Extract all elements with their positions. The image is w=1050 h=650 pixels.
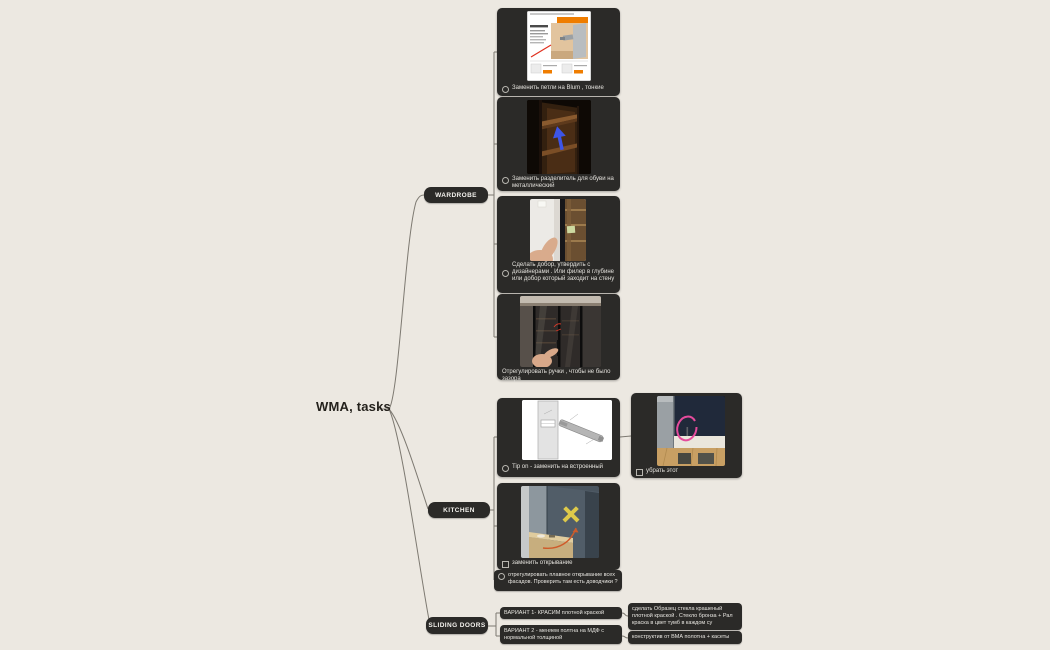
branch-kitchen-label: KITCHEN <box>443 506 475 514</box>
task-caption: заменить открывание <box>512 560 573 566</box>
task-checkbox[interactable] <box>502 177 509 184</box>
task-node-replace-opening[interactable] <box>497 483 620 570</box>
branch-wardrobe[interactable] <box>424 187 488 203</box>
task-node-shoe-divider[interactable] <box>497 97 620 191</box>
task-caption: Заменить петли на Blum , тонкие <box>512 85 604 91</box>
task-caption: отрегулировать плавное открывание всех фасадов. Проверить там есть доводчики ? <box>508 572 618 585</box>
task-node-variant-2[interactable] <box>500 625 622 644</box>
blum-catalog-thumbnail[interactable] <box>527 11 591 81</box>
note-node-variant-1-detail[interactable] <box>628 603 742 630</box>
task-node-filler-board[interactable] <box>497 196 620 293</box>
door-gap-thumbnail[interactable] <box>530 199 586 261</box>
task-caption: Tip on - заменить на встроенный <box>512 464 604 470</box>
glass-doors-thumbnail[interactable] <box>520 296 601 367</box>
task-checkbox[interactable] <box>498 573 505 580</box>
task-node-variant-1[interactable] <box>500 607 622 619</box>
task-node-tip-on[interactable] <box>497 398 620 477</box>
variant-2-label: ВАРИАНТ 2 - меняем полтна на МДФ с нормальной толщиной <box>504 627 605 641</box>
task-caption: Сделать добор, утвердить с дизайнерами . Или филер в глубине или добор который заходит на стену <box>512 262 615 283</box>
root-topic[interactable]: WMA, tasks <box>316 399 391 414</box>
variant-1-note: сделать Образец стекла крашеный плотной краской . Стекло бронза + Рал краска в цвет тумб в каждом су <box>632 606 733 626</box>
tip-on-drawing-thumbnail[interactable] <box>522 400 612 460</box>
task-checkbox[interactable] <box>502 465 509 472</box>
variant-1-label: ВАРИАНТ 1- КРАСИМ плотной краской <box>504 609 605 616</box>
task-checkbox[interactable] <box>636 469 643 476</box>
task-node-soft-close[interactable] <box>494 570 622 591</box>
task-caption: Заменить разделитель для обуви на металлический <box>512 176 614 190</box>
kitchen-tap-thumbnail[interactable] <box>657 396 725 466</box>
task-node-remove-this[interactable] <box>631 393 742 478</box>
note-node-variant-2-detail[interactable] <box>628 631 742 644</box>
task-checkbox[interactable] <box>502 270 509 277</box>
branch-wardrobe-label: WARDROBE <box>435 191 477 199</box>
task-node-blum-hinges[interactable] <box>497 8 620 96</box>
task-caption: убрать этот <box>646 468 679 474</box>
task-node-adjust-handles[interactable] <box>497 294 620 383</box>
variant-2-note: конструктив от ВМА полотна + касеты <box>632 634 730 641</box>
branch-kitchen[interactable] <box>428 502 490 518</box>
task-caption: Отрегулировать ручки , чтобы не было зазора <box>502 369 611 383</box>
kitchen-yellow-x-thumbnail[interactable] <box>521 486 599 558</box>
branch-sliding-doors[interactable] <box>426 617 488 634</box>
branch-sliding-doors-label: SLIDING DOORS <box>428 622 486 629</box>
wardrobe-shelves-thumbnail[interactable] <box>527 100 591 174</box>
task-checkbox[interactable] <box>502 561 509 568</box>
task-checkbox[interactable] <box>502 86 509 93</box>
